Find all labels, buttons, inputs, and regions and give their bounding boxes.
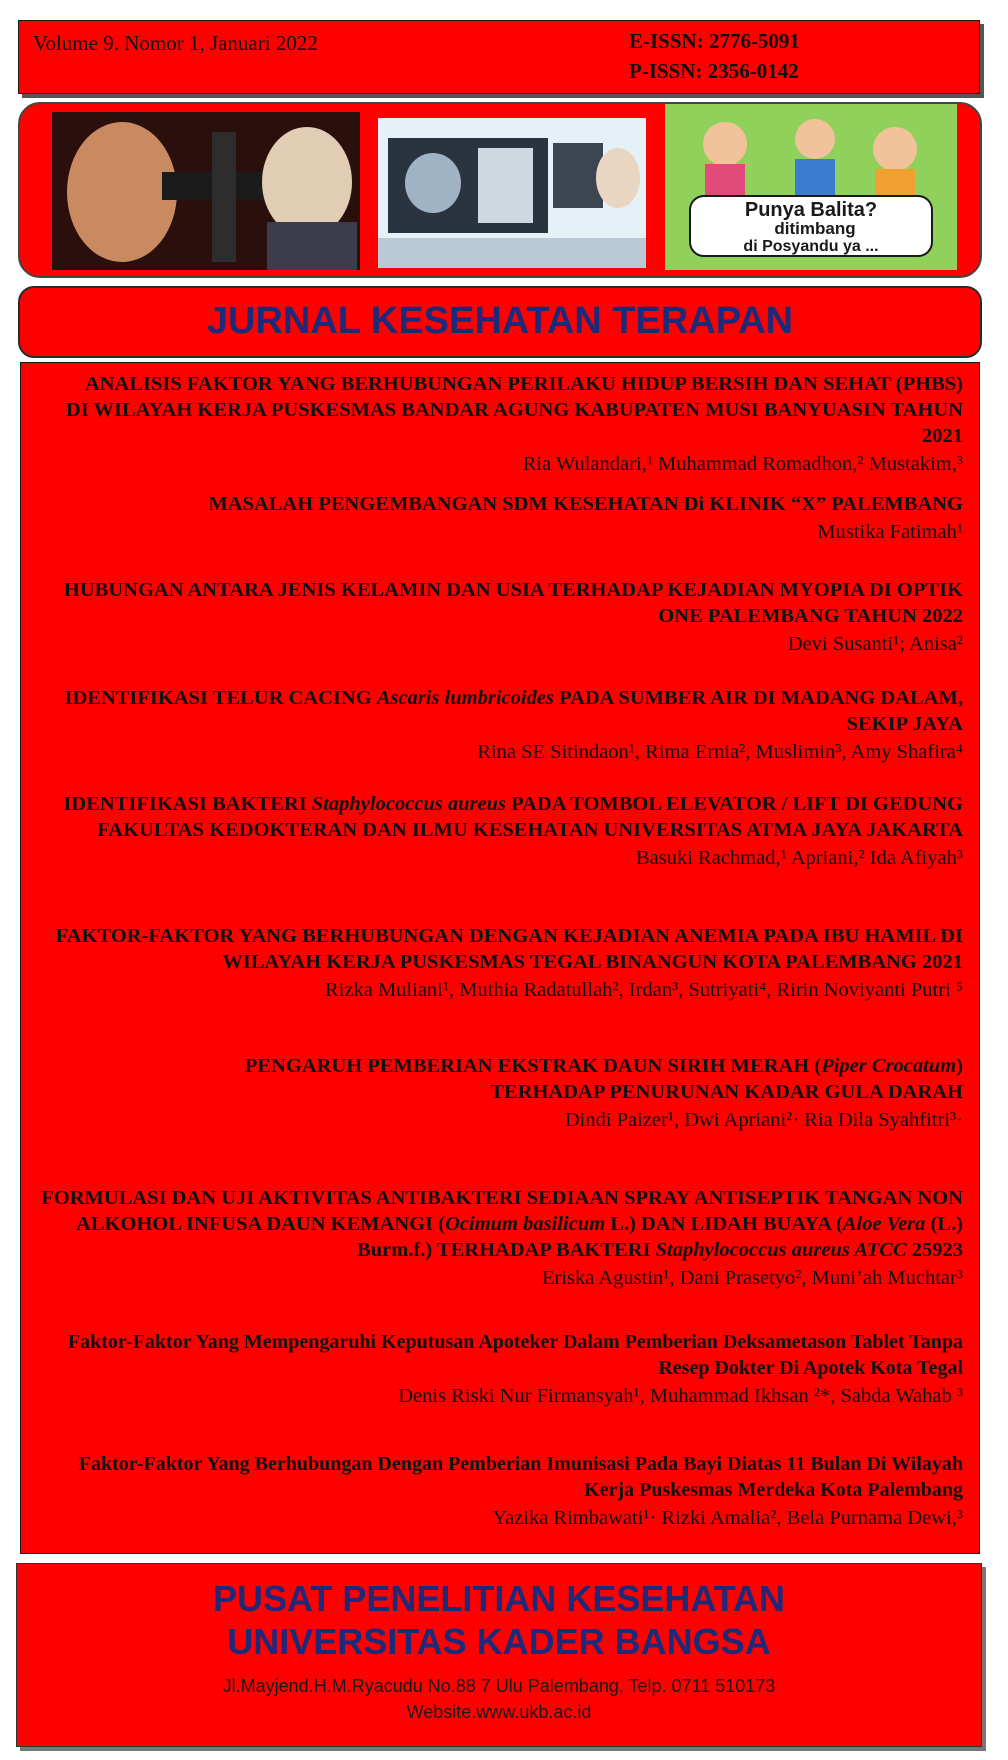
university-name: UNIVERSITAS KADER BANGSA	[227, 1621, 771, 1662]
article-7-title-post: ) TERHADAP PENURUNAN KADAR GULA DARAH	[490, 1055, 963, 1103]
article-10-title: Faktor-Faktor Yang Berhubungan Dengan Pemberian Imunisasi Pada Bayi Diatas 11 Bulan Di Wilayah Kerja Puskesmas Merdeka Kota Palembang	[78, 1453, 963, 1501]
article-9-title: Faktor-Faktor Yang Mempengaruhi Keputusan Apoteker Dalam Pemberian Deksametason Tablet Tanpa Resep Dokter Di Apotek Kota Tegal	[67, 1331, 963, 1379]
article-7	[141, 1053, 963, 1133]
poster-line-2: ditimbang	[774, 219, 856, 238]
journal-title: JURNAL KESEHATAN TERAPAN	[206, 300, 794, 342]
article-2-title: MASALAH PENGEMBANGAN SDM KESEHATAN Di KLINIK “X” PALEMBANG	[208, 493, 963, 515]
article-4	[51, 685, 963, 765]
article-7-authors: Dindi Paizer¹, Dwi Apriani²· Ria Dila Syahfitri³·	[564, 1109, 963, 1131]
pissn: P-ISSN: 2356-0142	[629, 59, 799, 83]
article-7-title-pre: PENGARUH PEMBERIAN EKSTRAK DAUN SIRIH MERAH (	[244, 1055, 822, 1077]
article-4-title-post: PADA SUMBER AIR DI MADANG DALAM, SEKIP JAYA	[553, 687, 963, 735]
article-3	[61, 577, 963, 657]
article-9	[61, 1329, 963, 1409]
article-1-authors: Ria Wulandari,¹ Muhammad Romadhon,² Mustakim,³	[522, 453, 963, 475]
article-8	[35, 1185, 963, 1291]
article-6-title: FAKTOR-FAKTOR YANG BERHUBUNGAN DENGAN KEJADIAN ANEMIA PADA IBU HAMIL DI WILAYAH KERJA PUSKESMAS TEGAL BINANGUN KOTA PALEMBANG 2021	[55, 925, 963, 973]
article-10	[61, 1451, 963, 1531]
eissn: E-ISSN: 2776-5091	[629, 29, 800, 53]
article-8-title-p3: (L.) Burm.f.) TERHADAP BAKTERI	[357, 1213, 963, 1261]
article-3-authors: Devi Susanti¹; Anisa²	[787, 633, 963, 655]
article-4-authors: Rina SE Sitindaon¹, Rima Ernia², Muslimin³, Amy Shafira⁴	[477, 741, 963, 763]
article-8-title-species-2: Aloe Vera	[842, 1213, 926, 1235]
article-8-title-species-3: Staphylococcus aureus ATCC	[655, 1239, 907, 1261]
article-2-authors: Mustika Fatimah¹	[817, 521, 963, 543]
article-4-title-pre: IDENTIFIKASI TELUR CACING	[64, 687, 377, 709]
article-list	[20, 362, 980, 1554]
journal-header	[18, 20, 980, 94]
article-6	[51, 923, 963, 1003]
xray-monitor-photo	[378, 118, 646, 268]
publisher-footer	[16, 1563, 982, 1747]
article-5-title-species: Staphylococcus aureus	[311, 793, 506, 815]
article-2	[61, 491, 963, 545]
article-5-authors: Basuki Rachmad,¹ Apriani,² Ida Afiyah³	[635, 847, 963, 869]
cover-image-band	[18, 102, 982, 278]
article-5-title	[41, 791, 963, 843]
article-8-title-species-1: Ocimum basilicum	[445, 1213, 606, 1235]
publisher-address: Jl.Mayjend.H.M.Ryacudu No.88 7 Ulu Palembang, Telp. 0711 510173	[222, 1676, 776, 1696]
volume-issue: Volume 9. Nomor 1, Januari 2022	[33, 31, 318, 55]
article-1-title: ANALISIS FAKTOR YANG BERHUBUNGAN PERILAKU HIDUP BERSIH DAN SEHAT (PHBS) DI WILAYAH KERJA PUSKESMAS BANDAR AGUNG KABUPATEN MUSI BANYUASIN TAHUN 2021	[65, 373, 963, 447]
article-10-authors: Yazika Rimbawati¹· Rizki Amalia², Bela Purnama Dewi,³	[492, 1507, 963, 1529]
article-6-authors: Rizka Muliani¹, Muthia Radatullah², Irdan³, Sutriyati⁴, Ririn Noviyanti Putri ⁵	[325, 979, 963, 1001]
journal-title-bar	[18, 286, 982, 358]
poster-line-3: di Posyandu ya ...	[743, 238, 879, 255]
article-1	[61, 371, 963, 477]
article-8-authors: Eriska Agustin¹, Dani Prasetyo², Muni’ah Muchtar³	[542, 1267, 963, 1289]
article-9-authors: Denis Riski Nur Firmansyah¹, Muhammad Ikhsan ²*, Sabda Wahab ³	[398, 1385, 963, 1407]
posyandu-poster	[665, 104, 957, 270]
article-7-title-species: Piper Crocatum	[821, 1055, 957, 1077]
article-7-title	[141, 1053, 963, 1105]
publisher-website: Website.www.ukb.ac.id	[406, 1702, 592, 1722]
eye-exam-photo	[52, 112, 360, 270]
article-5-title-pre: IDENTIFIKASI BAKTERI	[63, 793, 312, 815]
article-8-title-p4: 25923	[906, 1239, 963, 1261]
article-3-title: HUBUNGAN ANTARA JENIS KELAMIN DAN USIA TERHADAP KEJADIAN MYOPIA DI OPTIK ONE PALEMBANG TAHUN 2022	[63, 579, 963, 627]
article-5-title-post: PADA TOMBOL ELEVATOR / LIFT DI GEDUNG FAKULTAS KEDOKTERAN DAN ILMU KESEHATAN UNIVERSITAS ATMA JAYA JAKARTA	[97, 793, 963, 841]
publisher-name: PUSAT PENELITIAN KESEHATAN	[212, 1578, 786, 1619]
article-5	[41, 791, 963, 871]
poster-line-1: Punya Balita?	[744, 199, 878, 221]
article-4-title	[51, 685, 963, 737]
article-8-title-p2: L.) DAN LIDAH BUAYA (	[605, 1213, 843, 1235]
article-8-title	[35, 1185, 963, 1263]
article-8-title-p1: FORMULASI DAN UJI AKTIVITAS ANTIBAKTERI SEDIAAN SPRAY ANTISEPTIK TANGAN NON ALKOHOL INFUSA DAUN KEMANGI (	[41, 1187, 963, 1235]
article-4-title-species: Ascaris lumbricoides	[376, 687, 554, 709]
